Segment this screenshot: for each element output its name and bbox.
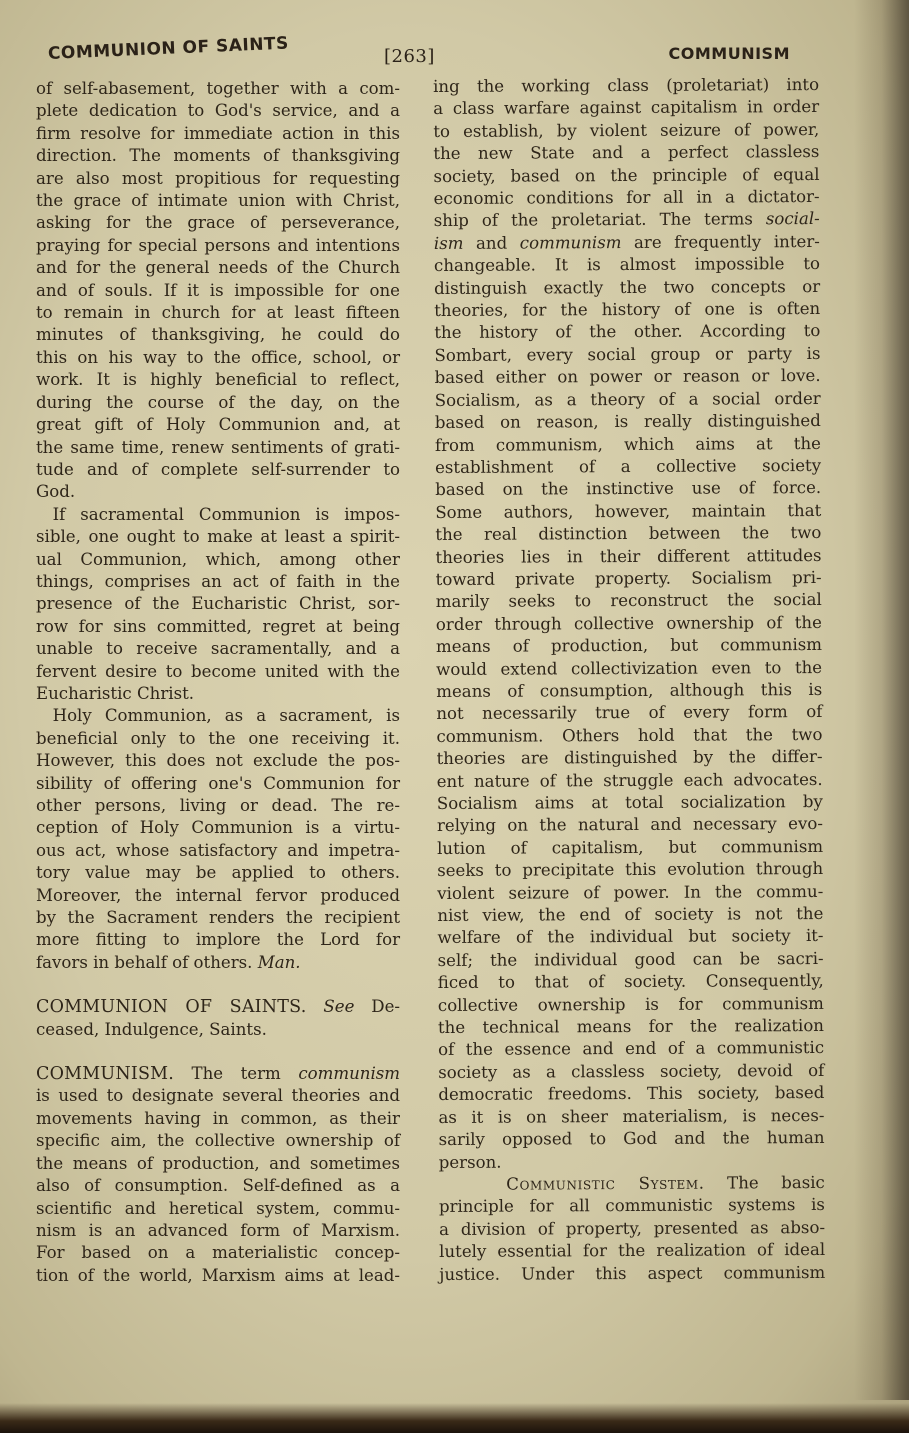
paragraph-offering-communion: [36, 705, 400, 951]
text-line: also of consumption. Self-defined as a: [36, 1176, 400, 1196]
text-line: nism is an advanced form of Marxism.: [36, 1220, 400, 1240]
page-bottom-edge: [0, 1403, 909, 1433]
text-line: the grace of intimate union with Christ,: [36, 191, 400, 211]
text-line: scientific and heretical system, commu-: [36, 1198, 400, 1218]
text-line: ual Communion, which, among other: [36, 549, 400, 569]
text-line: the means of production, and sometimes: [36, 1153, 400, 1173]
text-line: Sombart, every social group or party is: [434, 343, 821, 365]
text-line: more fitting to implore the Lord for: [36, 930, 400, 950]
text-line: ent nature of the struggle each advocates.: [436, 769, 823, 791]
text-line: based on reason, is really distinguished: [434, 411, 821, 433]
paragraph-spiritual-communion: [36, 504, 400, 706]
text-line: great gift of Holy Communion and, at: [36, 415, 400, 435]
text-line: means of production, but communism: [435, 635, 823, 657]
author-initials: Man.: [257, 952, 301, 972]
page-gutter-shadow: [854, 0, 909, 1400]
text-line: of the essence and end of a communistic: [438, 1038, 825, 1060]
text-line: this on his way to the office, school, or: [36, 347, 400, 367]
text-line: communism. Others hold that the two: [436, 724, 823, 746]
text-line: of self-abasement, together with a com-: [36, 79, 400, 98]
paragraph-communism-continued: [433, 74, 820, 210]
subsection-heading: Communistic System.: [506, 1173, 705, 1194]
text-line: However, this does not exclude the pos-: [36, 751, 400, 771]
text-line: direction. The moments of thanksgiving: [36, 146, 400, 166]
text-line: unable to receive sacramentally, and a: [36, 639, 400, 659]
italic-term: communism: [519, 232, 622, 253]
text-line: by the Sacrament renders the recipient: [36, 908, 400, 928]
text-line: Socialism aims at total socialization by: [436, 791, 823, 813]
text-line: distinguish exactly the two concepts or: [434, 276, 821, 298]
text-line: self; the individual good can be sacri-: [437, 948, 824, 970]
text-line: marily seeks to reconstruct the social: [435, 590, 822, 612]
text-line: praying for special persons and intentions: [36, 235, 400, 255]
text-line: ception of Holy Communion is a virtu-: [36, 818, 400, 838]
text-line: minutes of thanksgiving, he could do: [36, 325, 400, 345]
text-line: the real distinction between the two: [435, 523, 822, 545]
text-line: means of consumption, although this is: [436, 679, 823, 701]
text-line: For based on a materialistic concep-: [36, 1243, 400, 1263]
text-line: democratic freedoms. This society, based: [438, 1083, 825, 1105]
headword-communism: COMMUNISM.: [36, 1064, 175, 1085]
text-line: the technical means for the realization: [437, 1016, 825, 1038]
last-line-text: favors in behalf of others.: [36, 952, 253, 972]
text-line: Holy Communion, as a sacrament, is: [36, 706, 400, 726]
italic-term: social-: [765, 209, 820, 229]
text-line: [434, 231, 820, 255]
text-line: lutely essential for the realization of ideal: [439, 1240, 826, 1262]
text-line: If sacramental Communion is impos-: [36, 504, 400, 524]
text-line: beneficial only to the one receiving it.: [36, 728, 400, 748]
text-line: relying on the natural and necessary evo-: [436, 814, 823, 836]
text-line: God.: [36, 482, 76, 502]
text-line: society as a classless society, devoid of: [438, 1060, 825, 1082]
text-line: the same time, renew sentiments of grati-: [36, 437, 400, 457]
paragraph-communistic-system: [439, 1194, 825, 1286]
paragraph-offering-last-line: [36, 952, 400, 974]
cross-reference-line: ceased, Indulgence, Saints.: [36, 1019, 267, 1039]
text-line: fervent desire to become united with the: [36, 661, 400, 681]
text-line: principle for all communistic systems is: [438, 1195, 825, 1217]
text-line: ing the working class (proletariat) into: [433, 74, 820, 96]
text-line: to establish, by violent seizure of power,: [433, 119, 820, 141]
paragraph-thanksgiving: [36, 78, 400, 504]
text-line: not necessarily true of every form of: [436, 702, 823, 724]
text-line: to remain in church for at least fifteen: [36, 303, 400, 323]
text-line: sibility of offering one's Communion for: [36, 773, 400, 793]
text-line: the history of the other. According to: [434, 321, 821, 343]
text-line: other persons, living or dead. The re-: [36, 796, 400, 815]
text-line: based either on power or reason or love.: [434, 366, 821, 388]
running-head-left: COMMUNION OF SAINTS: [47, 33, 290, 64]
text-line: person.: [438, 1152, 502, 1172]
text-line: during the course of the day, on the: [36, 392, 400, 412]
text-line: from communism, which aims at the: [434, 433, 821, 455]
left-column: [36, 78, 400, 1287]
text-line: sarily opposed to God and the human: [438, 1128, 825, 1150]
page-number: [263]: [384, 46, 435, 67]
text-line: things, comprises an act of faith in the: [36, 571, 400, 591]
text-line: lution of capitalism, but communism: [436, 836, 824, 858]
text-line: violent seizure of power. In the commu-: [437, 881, 824, 903]
italic-term: communism: [298, 1064, 400, 1084]
text-line: plete dedication to God's service, and a: [36, 101, 400, 121]
text-line: society, based on the principle of equal: [433, 164, 820, 186]
text-line: movements having in common, as their: [36, 1108, 400, 1128]
text-line: changeable. It is almost impossible to: [433, 254, 821, 276]
text-line: Some authors, however, maintain that: [435, 500, 822, 522]
text-line: sible, one ought to make at least a spirit-: [36, 527, 400, 547]
right-column: [433, 74, 825, 1286]
text-line: collective ownership is for communism: [437, 993, 824, 1015]
text-line: establishment of a collective society: [434, 455, 822, 477]
text-line: ous act, whose satisfactory and impetra-: [36, 840, 400, 860]
line-text: are frequently inter-: [633, 231, 820, 252]
text-line: a division of property, presented as abso-: [438, 1217, 826, 1239]
running-head-right: COMMUNISM: [668, 44, 790, 63]
line-text: ship of the proletariat. The terms: [433, 209, 753, 231]
text-line: tory value may be applied to others.: [36, 863, 400, 883]
text-line: welfare of the individual but society it-: [437, 926, 824, 948]
headword-communion-of-saints: COMMUNION OF SAINTS.: [36, 997, 307, 1018]
text-line: are also most propitious for requesting: [36, 168, 400, 188]
text-line: Moreover, the internal fervor produced: [36, 885, 400, 905]
text-line: firm resolve for immediate action in this: [36, 123, 400, 143]
line-text: The basic: [727, 1172, 825, 1193]
text-line: tude and of complete self-surrender to: [36, 459, 400, 479]
text-line: ficed to that of society. Consequently,: [437, 971, 824, 993]
text-line: economic conditions for all in a dictator-: [433, 187, 820, 209]
text-line: order through collective ownership of the: [435, 612, 822, 634]
text-line: asking for the grace of perseverance,: [36, 213, 400, 233]
text-line: presence of the Eucharistic Christ, sor-: [36, 594, 400, 614]
entry-communion-of-saints: [36, 996, 400, 1018]
text-line: justice. Under this aspect communism: [439, 1262, 826, 1284]
entry-text: The term: [191, 1064, 281, 1084]
entry-text: De-: [371, 997, 401, 1017]
text-line: seeks to precipitate this evolution through: [437, 859, 824, 881]
text-line: theories are distinguished by the differ-: [436, 747, 823, 769]
line-text: and: [475, 233, 508, 253]
text-line: the new State and a perfect classless: [433, 142, 820, 164]
text-line: toward private property. Socialism pri-: [435, 567, 822, 589]
text-line: Socialism, as a theory of a social order: [434, 388, 821, 410]
text-line: theories, for the history of one is often: [434, 299, 821, 321]
text-line: a class warfare against capitalism in order: [433, 97, 820, 119]
text-line: specific aim, the collective ownership of: [36, 1131, 400, 1151]
text-line: row for sins committed, regret at being: [36, 616, 400, 636]
see-reference: See: [323, 997, 355, 1017]
paragraph-socialism-vs-communism: [434, 253, 825, 1174]
paragraph-communism-definition: [36, 1085, 400, 1287]
text-line: and for the general needs of the Church: [36, 258, 400, 278]
subsection-communistic-system: [439, 1172, 825, 1196]
text-line: Eucharistic Christ.: [36, 683, 195, 703]
text-line: work. It is highly beneficial to reflect,: [36, 370, 400, 390]
text-line: [434, 208, 820, 232]
text-line: is used to designate several theories and: [36, 1086, 400, 1106]
text-line: based on the instinctive use of force.: [435, 478, 822, 500]
text-line: as it is on sheer materialism, is neces-: [438, 1105, 825, 1127]
text-line: and of souls. If it is impossible for one: [36, 280, 400, 300]
entry-communism: [36, 1063, 400, 1085]
italic-term: ism: [433, 233, 464, 253]
text-line: nist view, the end of society is not the: [437, 903, 824, 926]
text-line: theories lies in their different attitudes: [435, 545, 822, 567]
text-line: tion of the world, Marxism aims at lead-: [36, 1265, 400, 1285]
text-line: would extend collectivization even to the: [436, 657, 823, 679]
